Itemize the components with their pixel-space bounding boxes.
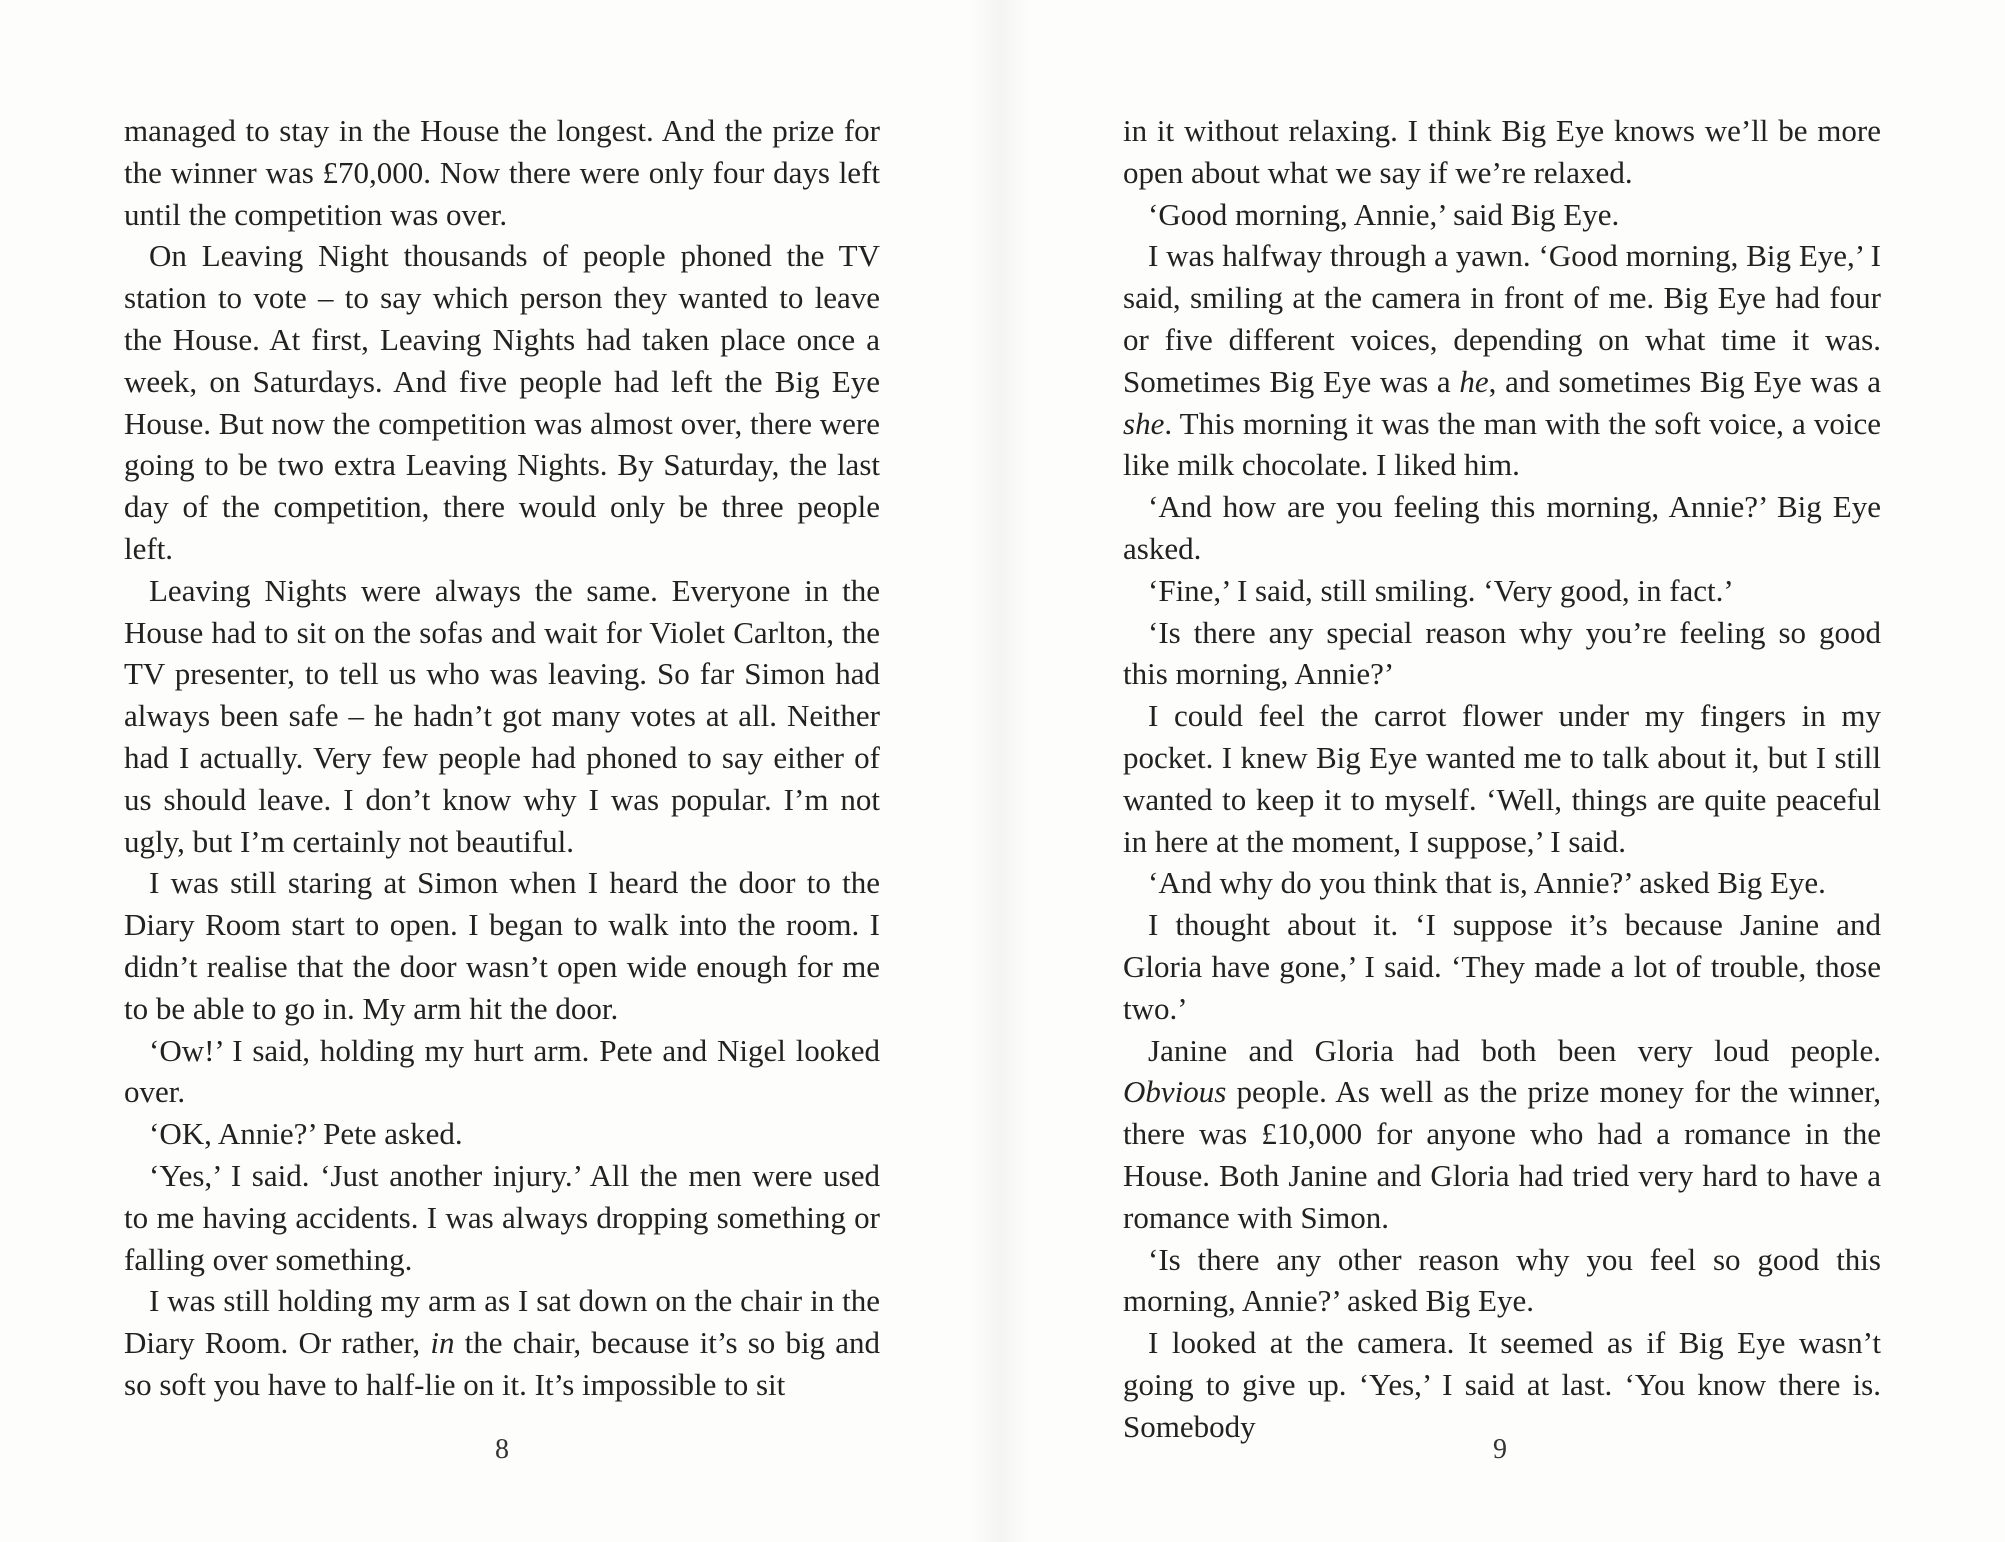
paragraph: I was still staring at Simon when I heard the door to the Diary Room start to open. I began to walk into the room. I didn’t realise that the door wasn’t open wide enough for me to be able to go in. My arm hit the door. xyxy=(124,865,880,1026)
page-number: 9 xyxy=(1493,1434,1507,1465)
paragraph xyxy=(1123,1030,1881,1239)
paragraph xyxy=(124,1280,880,1405)
book-gutter xyxy=(970,0,1030,1542)
text-run: I was halfway through a yawn. ‘Good morning, Big Eye,’ I said, smiling at the camera in front of me. Big Eye had four or five different voices, depending on what time it was. Sometimes Big Eye was a xyxy=(1123,238,1881,399)
italic-word: she xyxy=(1123,405,1165,441)
paragraph: ‘Yes,’ I said. ‘Just another injury.’ All the men were used to me having accidents. I was always dropping something or falling over something. xyxy=(124,1157,880,1277)
paragraph: ‘Is there any other reason why you feel so good this morning, Annie?’ asked Big Eye. xyxy=(1123,1241,1881,1319)
paragraph: ‘Ow!’ I said, holding my hurt arm. Pete and Nigel looked over. xyxy=(124,1032,880,1110)
paragraph: Leaving Nights were always the same. Everyone in the House had to sit on the sofas and wait for Violet Carlton, the TV presenter, to tell us who was leaving. So far Simon had always been safe – he hadn’t got many votes at all. Neither had I actually. Very few people had phoned to say either of us should leave. I don’t know why I was popular. I’m not ugly, but I’m certainly not beautiful. xyxy=(124,572,880,859)
paragraph: I looked at the camera. It seemed as if Big Eye wasn’t going to give up. ‘Yes,’ I said at last. ‘You know there is. Somebody xyxy=(1123,1325,1881,1444)
text-run: . This morning it was the man with the soft voice, a voice like milk chocolate. I liked him. xyxy=(1123,405,1881,483)
paragraph: On Leaving Night thousands of people phoned the TV station to vote – to say which person they wanted to leave the House. At first, Leaving Nights had taken place once a week, on Saturdays. And five people had left the Big Eye House. But now the competition was almost over, there were going to be two extra Leaving Nights. By Saturday, the last day of the competition, there would only be three people left. xyxy=(124,238,880,566)
paragraph: ‘Good morning, Annie,’ said Big Eye. xyxy=(1148,196,1620,232)
paragraph: ‘Is there any special reason why you’re feeling so good this morning, Annie?’ xyxy=(1123,614,1881,692)
italic-word: Obvious xyxy=(1123,1074,1227,1110)
italic-word: he xyxy=(1459,363,1489,399)
paragraph: ‘And how are you feeling this morning, Annie?’ Big Eye asked. xyxy=(1123,489,1881,566)
left-page xyxy=(124,110,880,1410)
text-run: Janine and Gloria had both been very loud people. xyxy=(1148,1032,1881,1068)
text-run: , and sometimes Big Eye was a xyxy=(1488,363,1882,399)
paragraph: in it without relaxing. I think Big Eye knows we’ll be more open about what we say if we’re relaxed. xyxy=(1123,113,1881,190)
paragraph: ‘And why do you think that is, Annie?’ asked Big Eye. xyxy=(1148,865,1826,901)
paragraph xyxy=(1123,235,1881,486)
text-run: people. As well as the prize money for the winner, there was £10,000 for anyone who had a romance in the House. Both Janine and Gloria had tried very hard to have a romance with Simon. xyxy=(1123,1074,1881,1235)
text-run: I was still holding my arm as I sat down on the chair in the Diary Room. Or rather, xyxy=(124,1283,880,1361)
paragraph: I thought about it. ‘I suppose it’s because Janine and Gloria have gone,’ I said. ‘They made a lot of trouble, those two.’ xyxy=(1123,907,1881,1026)
page-number: 8 xyxy=(495,1434,509,1465)
paragraph: ‘OK, Annie?’ Pete asked. xyxy=(149,1116,463,1152)
text-run: the chair, because it’s so big and so soft you have to half-lie on it. It’s impossible to sit xyxy=(124,1325,880,1402)
right-page xyxy=(1123,110,1882,1444)
paragraph: I could feel the carrot flower under my fingers in my pocket. I knew Big Eye wanted me to talk about it, but I still wanted to keep it to myself. ‘Well, things are quite peaceful in here at the moment, I suppose,’ I said. xyxy=(1123,698,1881,859)
paragraph: ‘Fine,’ I said, still smiling. ‘Very good, in fact.’ xyxy=(1148,572,1734,608)
italic-word: in xyxy=(430,1325,455,1361)
paragraph: managed to stay in the House the longest. And the prize for the winner was £70,000. Now there were only four days left until the competition was over. xyxy=(124,113,880,232)
